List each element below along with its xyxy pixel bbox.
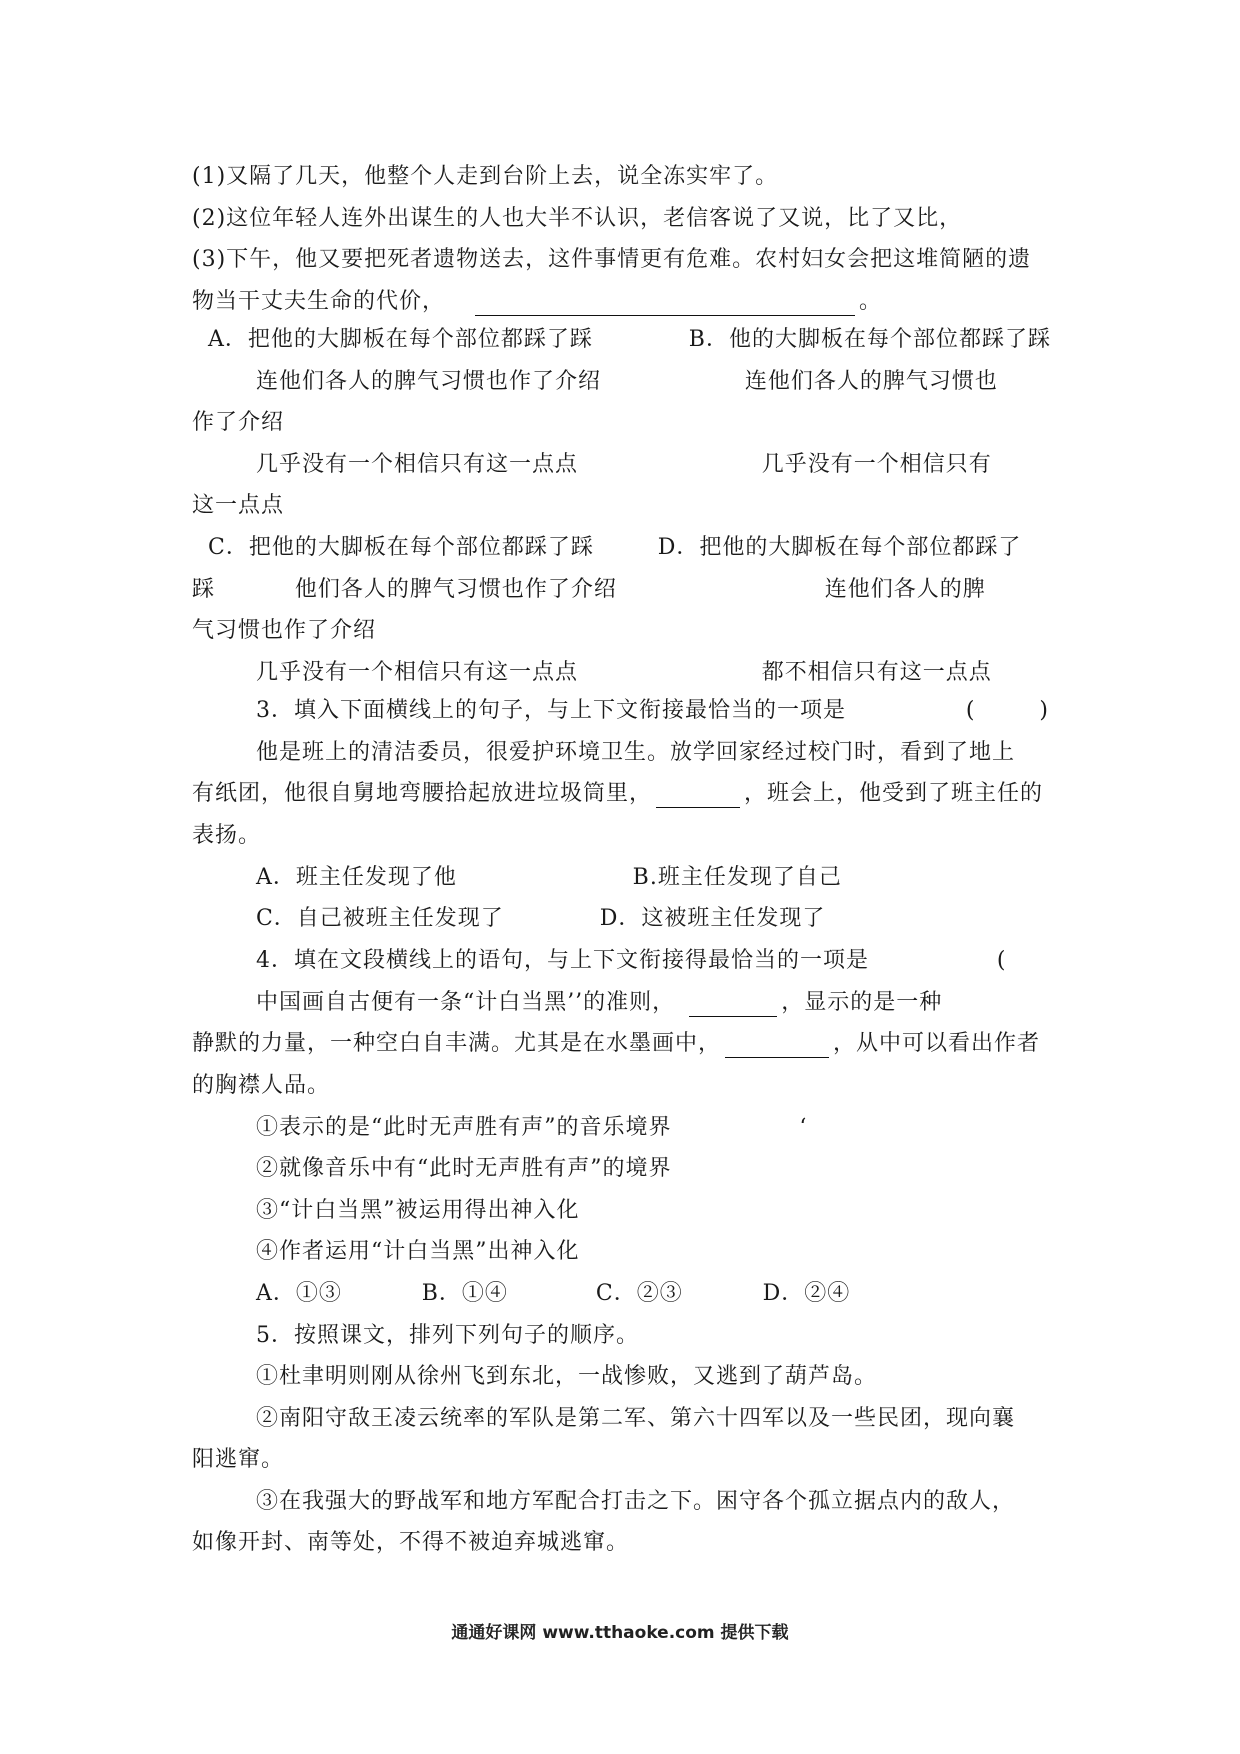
text-line: [192, 163, 1060, 191]
text-line: [192, 1030, 1060, 1058]
line-text: ①杜聿明则刚从徐州飞到东北，一战惨败，又逃到了葫芦岛。: [192, 1364, 877, 1389]
line-text: ③在我强大的野战军和地方军配合打击之下。困守各个孤立据点内的敌人，: [192, 1489, 1015, 1514]
line-text-after-blank: 。: [859, 289, 883, 314]
text-line: [192, 989, 1060, 1017]
line-text: C．把他的大脚板在每个部位都踩了踩 D．把他的大脚板在每个部位都踩了: [192, 535, 1022, 560]
text-line: [192, 492, 1060, 520]
text-line: [192, 1072, 1060, 1100]
fill-in-blank: [656, 785, 740, 808]
line-text: C．自己被班主任发现了 D．这被班主任发现了: [192, 906, 826, 931]
text-line: [192, 1114, 1060, 1142]
line-text: 物当干丈夫生命的代价，: [192, 289, 446, 314]
text-line: [192, 1155, 1060, 1183]
text-line: [192, 326, 1060, 354]
line-text: 如像开封、南等处，不得不被迫弃城逃窜。: [192, 1530, 630, 1555]
text-line: [192, 534, 1060, 562]
line-text: 踩 他们各人的脾气习惯也作了介绍 连他们各人的脾: [192, 577, 986, 602]
line-text: 作了介绍: [192, 410, 285, 435]
text-line: [192, 368, 1060, 396]
line-text: 中国画自古便有一条“计白当黑’’的准则，: [192, 990, 676, 1015]
line-text: (1)又隔了几天，他整个人走到台阶上去，说全冻实牢了。: [192, 164, 779, 189]
line-text: ②南阳守敌王凌云统率的军队是第二军、第六十四军以及一些民团，现向襄: [192, 1406, 1015, 1431]
text-line: [192, 1446, 1060, 1474]
line-text: 静默的力量，一种空白自丰满。尤其是在水墨画中，: [192, 1031, 722, 1056]
text-line: [192, 1238, 1060, 1266]
text-line: [192, 1280, 1060, 1308]
page-footer: 通通好课网 www.tthaoke.com 提供下载: [451, 1623, 789, 1643]
line-text: A．把他的大脚板在每个部位都踩了踩 B．他的大脚板在每个部位都踩了踩: [192, 327, 1051, 352]
line-text: (3)下午，他又要把死者遗物送去，这件事情更有危难。农村妇女会把这堆简陋的遗: [192, 247, 1032, 272]
line-text: (2)这位年轻人连外出谋生的人也大半不认识，老信客说了又说，比了又比，: [192, 206, 963, 231]
line-text: 的胸襟人品。: [192, 1073, 331, 1098]
text-line: [192, 1197, 1060, 1225]
text-line: [192, 905, 1060, 933]
text-line: [192, 1363, 1060, 1391]
text-line: [192, 451, 1060, 479]
line-text: ②就像音乐中有“此时无声胜有声”的境界: [192, 1156, 672, 1181]
line-text: 5．按照课文，排列下列句子的顺序。: [192, 1323, 639, 1348]
line-text: 这一点点: [192, 493, 285, 518]
line-text: 3．填入下面横线上的句子，与上下文衔接最恰当的一项是 ( ): [192, 698, 1049, 723]
line-text: 他是班上的清洁委员，很爱护环境卫生。放学回家经过校门时，看到了地上: [192, 740, 1015, 765]
line-text: 几乎没有一个相信只有这一点点 几乎没有一个相信只有: [192, 452, 992, 477]
text-line: [192, 1529, 1060, 1557]
fill-in-blank: [475, 293, 855, 316]
text-line: [192, 739, 1060, 767]
line-text: 有纸团，他很自舅地弯腰拾起放进垃圾筒里，: [192, 781, 653, 806]
text-line: [192, 288, 1060, 316]
line-text: 几乎没有一个相信只有这一点点 都不相信只有这一点点: [192, 660, 992, 685]
text-line: [192, 659, 1060, 687]
line-text: 连他们各人的脾气习惯也作了介绍 连他们各人的脾气习惯也: [192, 369, 998, 394]
line-text: 气习惯也作了介绍: [192, 618, 377, 643]
line-text: ③“计白当黑”被运用得出神入化: [192, 1198, 580, 1223]
text-line: [192, 1405, 1060, 1433]
text-line: [192, 576, 1060, 604]
text-line: [192, 947, 1060, 975]
fill-in-blank: [689, 994, 777, 1017]
line-text-after-blank: ，显示的是一种: [781, 990, 943, 1015]
line-text: 表扬。: [192, 823, 262, 848]
line-text: ④作者运用“计白当黑”出神入化: [192, 1239, 580, 1264]
text-line: [192, 409, 1060, 437]
line-text-after-blank: ，从中可以看出作者: [833, 1031, 1041, 1056]
text-line: [192, 864, 1060, 892]
text-line: [192, 205, 1060, 233]
text-line: [192, 617, 1060, 645]
line-text-after-blank: ，班会上，他受到了班主任的: [744, 781, 1044, 806]
text-line: [192, 697, 1060, 725]
text-line: [192, 780, 1060, 808]
text-line: [192, 246, 1060, 274]
line-text: ①表示的是“此时无声胜有声”的音乐境界 ‘: [192, 1115, 808, 1140]
text-line: [192, 1322, 1060, 1350]
line-text: A．①③ B．①④ C．②③ D．②④: [192, 1281, 851, 1306]
fill-in-blank: [725, 1035, 829, 1058]
line-text: A．班主任发现了他 B.班主任发现了自己: [192, 865, 842, 890]
line-text: 阳逃窜。: [192, 1447, 285, 1472]
text-line: [192, 1488, 1060, 1516]
text-line: [192, 822, 1060, 850]
line-text: 4．填在文段横线上的语句，与上下文衔接得最恰当的一项是 (: [192, 948, 1007, 973]
